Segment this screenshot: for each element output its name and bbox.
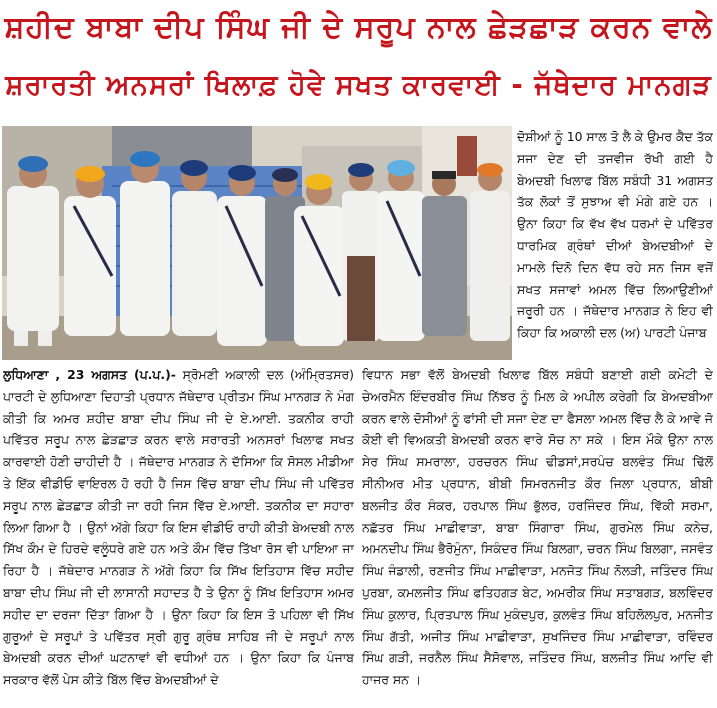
article-paragraph: ਦੋਸ਼ੀਆਂ ਨੂੰ 10 ਸਾਲ ਤੋ ਲੈ ਕੇ ਉਮਰ ਕੈਦ ਤੱਕ ਸਜਾ ਦੇਣ ਦੀ ਤਜਵੀਜ ਰੱਖੀ ਗਈ ਹੈ ਬੇਅਦਬੀ ਖਿਲਾਫ ਬਿੱਲ ਸਬੰਧੀ 31 ਅਗਸਤ ਤੱਕ ਲੋਕਾਂ ਤੋਂ ਸੁਝਾਅ ਵੀ ਮੰਗੇ ਗਏ ਹਨ । ਉਨਾ ਕਿਹਾ ਕਿ ਵੱਖ ਵੱਖ ਧਰਮਾਂ ਦੇ ਪਵਿੱਤਰ ਧਾਰਮਿਕ ਗ੍ਰੰਥਾਂ ਦੀਆਂ ਬੇਅਦਬੀਆਂ ਦੇ ਮਾਮਲੇ ਦਿਨੋ ਦਿਨ ਵੱਧ ਰਹੇ ਸਨ ਜਿਸ ਵਜੋਂ ਸਖਤ ਸਜਾਵਾਂ ਅਮਲ ਵਿੱਚ ਲਿਆਉਣੀਆਂ ਜਰੂਰੀ ਹਨ । ਜੱਥੇਦਾਰ ਮਾਨਗੜ ਨੇ ਇਹ ਵੀ ਕਿਹਾ ਕਿ ਅਕਾਲੀ ਦਲ (ਅ) ਪਾਰਟੀ ਪੰਜਾਬ xyxy=(517,129,713,341)
article-column-right-top xyxy=(517,126,713,360)
group-photo xyxy=(2,126,512,360)
dateline: ਲੁਧਿਆਣਾ , 23 ਅਗਸਤ (ਪ.ਪ.)- xyxy=(3,367,176,382)
article-paragraph xyxy=(3,364,354,691)
headline-line-2: ਸ਼ਰਾਰਤੀ ਅਨਸਰਾਂ ਖਿਲਾਫ਼ ਹੋਵੇ ਸਖਤ ਕਾਰਵਾਈ - ਜੱਥੇਦਾਰ ਮਾਨਗੜ xyxy=(5,69,712,101)
article-lead-text: ਸ੍ਰੋਮਣੀ ਅਕਾਲੀ ਦਲ (ਅੰਮ੍ਰਿਤਸਰ) ਪਾਰਟੀ ਦੇ ਲੁਧਿਆਣਾ ਦਿਹਾਤੀ ਪ੍ਰਧਾਨ ਜੱਥੇਦਾਰ ਪ੍ਰੀਤਮ ਸਿੰਘ ਮਾਨਗੜ ਨੇ ਮੰਗ ਕੀਤੀ ਕਿ ਅਮਰ ਸ਼ਹੀਦ ਬਾਬਾ ਦੀਪ ਸਿੰਘ ਜੀ ਦੇ ਏ.ਆਈ. ਤਕਨੀਕ ਰਾਹੀ ਪਵਿੱਤਰ ਸਰੂਪ ਨਾਲ ਛੇੜਛਾੜ ਕਰਨ ਵਾਲੇ ਸਰਾਰਤੀ ਅਨਸਰਾਂ ਖਿਲਾਫ ਸਖਤ ਕਾਰਵਾਈ ਹੋਣੀ ਚਾਹੀਦੀ ਹੈ । ਜੱਥੇਦਾਰ ਮਾਨਗੜ ਨੇ ਦੱਸਿਆ ਕਿ ਸੋਸਲ ਮੀਡੀਆ ਤੇ ਇੱਕ ਵੀਡੀਓ ਵਾਇਰਲ ਹੋ ਰਹੀ ਹੈ ਜਿਸ ਵਿੱਚ ਬਾਬਾ ਦੀਪ ਸਿੰਘ ਜੀ ਪਵਿੱਤਰ ਸਰੂਪ ਨਾਲ ਛੇੜਛਾੜ ਕੀਤੀ ਜਾ ਰਹੀ ਜਿਸ ਵਿੱਚ ਏ.ਆਈ. ਤਕਨੀਕ ਦਾ ਸਹਾਰਾ ਲਿਆ ਗਿਆ ਹੈ । ਉਨਾਂ ਅੱਗੇ ਕਿਹਾ ਕਿ ਇਸ ਵੀਡੀਓ ਰਾਹੀ ਕੀਤੀ ਬੇਅਦਬੀ ਨਾਲ ਸਿੱਖ ਕੌਮ ਦੇ ਹਿਰਦੇ ਵਲੂੰਧਰੇ ਗਏ ਹਨ ਅਤੇ ਕੌਮ ਵਿੱਚ ਤਿੱਖਾ ਰੋਸ ਵੀ ਪਾਇਆ ਜਾ ਰਿਹਾ ਹੈ । ਜੱਥੇਦਾਰ ਮਾਨਗੜ ਨੇ ਅੱਗੇ ਕਿਹਾ ਕਿ ਸਿੱਖ ਇਤਿਹਾਸ ਵਿੱਚ ਸਹੀਦ ਬਾਬਾ ਦੀਪ ਸਿੰਘ ਜੀ ਦੀ ਲਾਸਾਨੀ ਸਹਾਦਤ ਹੈ ਤੇ ਉਨਾ ਨੂੰ ਸਿੱਖ ਇਤਿਹਾਸ ਅਮਰ ਸਹੀਦ ਦਾ ਦਰਜਾ ਦਿੱਤਾ ਗਿਆ ਹੈ । ਉਨਾ ਕਿਹਾ ਕਿ ਇਸ ਤੋ ਪਹਿਲਾ ਵੀ ਸਿੱਖ ਗੁਰੂਆਂ ਦੇ ਸਰੂਪਾਂ ਤੇ ਪਵਿੱਤਰ ਸ੍ਰੀ ਗੁਰੂ ਗ੍ਰੰਥ ਸਾਹਿਬ ਜੀ ਦੇ ਸਰੂਪਾਂ ਨਾਲ ਬੇਅਦਬੀ ਕਰਨ ਦੀਆਂ ਘਟਨਾਵਾਂ ਵੀ ਵਧੀਆਂ ਹਨ । ਉਨਾ ਕਿਹਾ ਕਿ ਪੰਜਾਬ ਸਰਕਾਰ ਵੱਲੋਂ ਪੇਸ ਕੀਤੇ ਬਿੱਲ ਵਿੱਚ ਬੇਅਦਬੀਆਂ ਦੇ xyxy=(3,367,354,688)
article-column-left xyxy=(3,364,354,706)
article-paragraph: ਵਿਧਾਨ ਸਭਾ ਵੱਲੋਂ ਬੇਅਦਬੀ ਖਿਲਾਫ ਬਿੱਲ ਸਬੰਧੀ ਬਣਾਈ ਗਈ ਕਮੇਟੀ ਦੇ ਚੇਅਰਮੈਨ ਇੰਦਰਬੀਰ ਸਿੰਘ ਨਿੱਝਰ ਨੂੰ ਮਿਲ ਕੇ ਅਪੀਲ ਕਰੇਗੀ ਕਿ ਬੇਅਦਬੀਆ ਕਰਨ ਵਾਲੇ ਦੋਸੀਆਂ ਨੂੰ ਫਾਂਸੀ ਦੀ ਸਜਾ ਦੇਣ ਦਾ ਫੈਸਲਾ ਅਮਲ ਵਿੱਚ ਲੈ ਕੇ ਆਵੇ ਜੋ ਕੋਈ ਵੀ ਵਿਅਕਤੀ ਬੇਅਦਬੀ ਕਰਨ ਵਾਰੇ ਸੋਚ ਨਾ ਸਕੇ । ਇਸ ਮੌਕੇ ਉਨਾ ਨਾਲ ਸੇਰ ਸਿੰਘ ਸਮਰਾਲਾ, ਹਰਚਰਨ ਸਿੰਘ ਢੀਡਸਾਂ,ਸਰਪੰਚ ਬਲਵੰਤ ਸਿੰਘ ਢਿੱਲੋਂ ਸੀਨੀਅਰ ਮੀਤ ਪ੍ਰਧਾਨ, ਬੀਬੀ ਸਿਮਰਨਜੀਤ ਕੌਰ ਜਿਲਾ ਪ੍ਰਧਾਨ, ਬੀਬੀ ਬਲਜੀਤ ਕੌਰ ਸੰਕਰ, ਹਰਪਾਲ ਸਿੰਘ ਭੁੱਲਰ, ਹਰਜਿੰਦਰ ਸਿੰਘ, ਵਿੱਕੀ ਸਰਮਾ, ਨਛੱਤਰ ਸਿੰਘ ਮਾਛੀਵਾੜਾ, ਬਾਬਾ ਸਿੰਗਾਰਾ ਸਿੰਘ, ਗੁਰਮੇਲ ਸਿੰਘ ਕਨੇਚ, ਅਮਨਦੀਪ ਸਿੰਘ ਭੈਰੋਮੁੰਨਾ, ਸਿਕੰਦਰ ਸਿੰਘ ਬਿਲਗਾ, ਚਰਨ ਸਿੰਘ ਬਿਲਗਾ, ਜਸਵੰਤ ਸਿੰਘ ਜੰਡਾਲੀ, ਰਣਜੀਤ ਸਿੰਘ ਮਾਛੀਵਾੜਾ, ਮਨਜੋਤ ਸਿੰਘ ਨੋਲੜੀ, ਜਤਿੰਦਰ ਸਿੰਘ ਪੁਰਬਾ, ਕਮਲਜੀਤ ਸਿੰਘ ਫਤਿਹਗੜ ਬੇਟ, ਅਮਰੀਕ ਸਿੰਘ ਸਤਾਬਗੜ, ਬਲਵਿੰਦਰ ਸਿੰਘ ਕੁਲਾਰ, ਪ੍ਰਿਤਪਾਲ ਸਿੰਘ ਮੁਕੰਦਪੁਰ, ਕੁਲਵੰਤ ਸਿੰਘ ਬਹਿਲੋਲਪੁਰ, ਮਨਜੀਤ ਸਿੰਘ ਗੱਤੀ, ਅਜੀਤ ਸਿੰਘ ਮਾਛੀਵਾੜਾ, ਸੁਖਜਿੰਦਰ ਸਿੰਘ ਮਾਛੀਵਾੜਾ, ਰਵਿੰਦਰ ਸਿੰਘ ਗੜੀ, ਜਰਨੈਲ ਸਿੰਘ ਸੈਸੋਵਾਲ, ਜਤਿੰਦਰ ਸਿੰਘ, ਬਲਜੀਤ ਸਿੰਘ ਆਦਿ ਵੀ ਹਾਜਰ ਸਨ । xyxy=(362,367,713,688)
headline-line-1: ਸ਼ਹੀਦ ਬਾਬਾ ਦੀਪ ਸਿੰਘ ਜੀ ਦੇ ਸਰੂਪ ਨਾਲ ਛੇੜਛਾੜ ਕਰਨ ਵਾਲੇ xyxy=(4,10,713,45)
group-photo-illustration xyxy=(2,126,512,360)
article-column-right xyxy=(362,364,713,706)
